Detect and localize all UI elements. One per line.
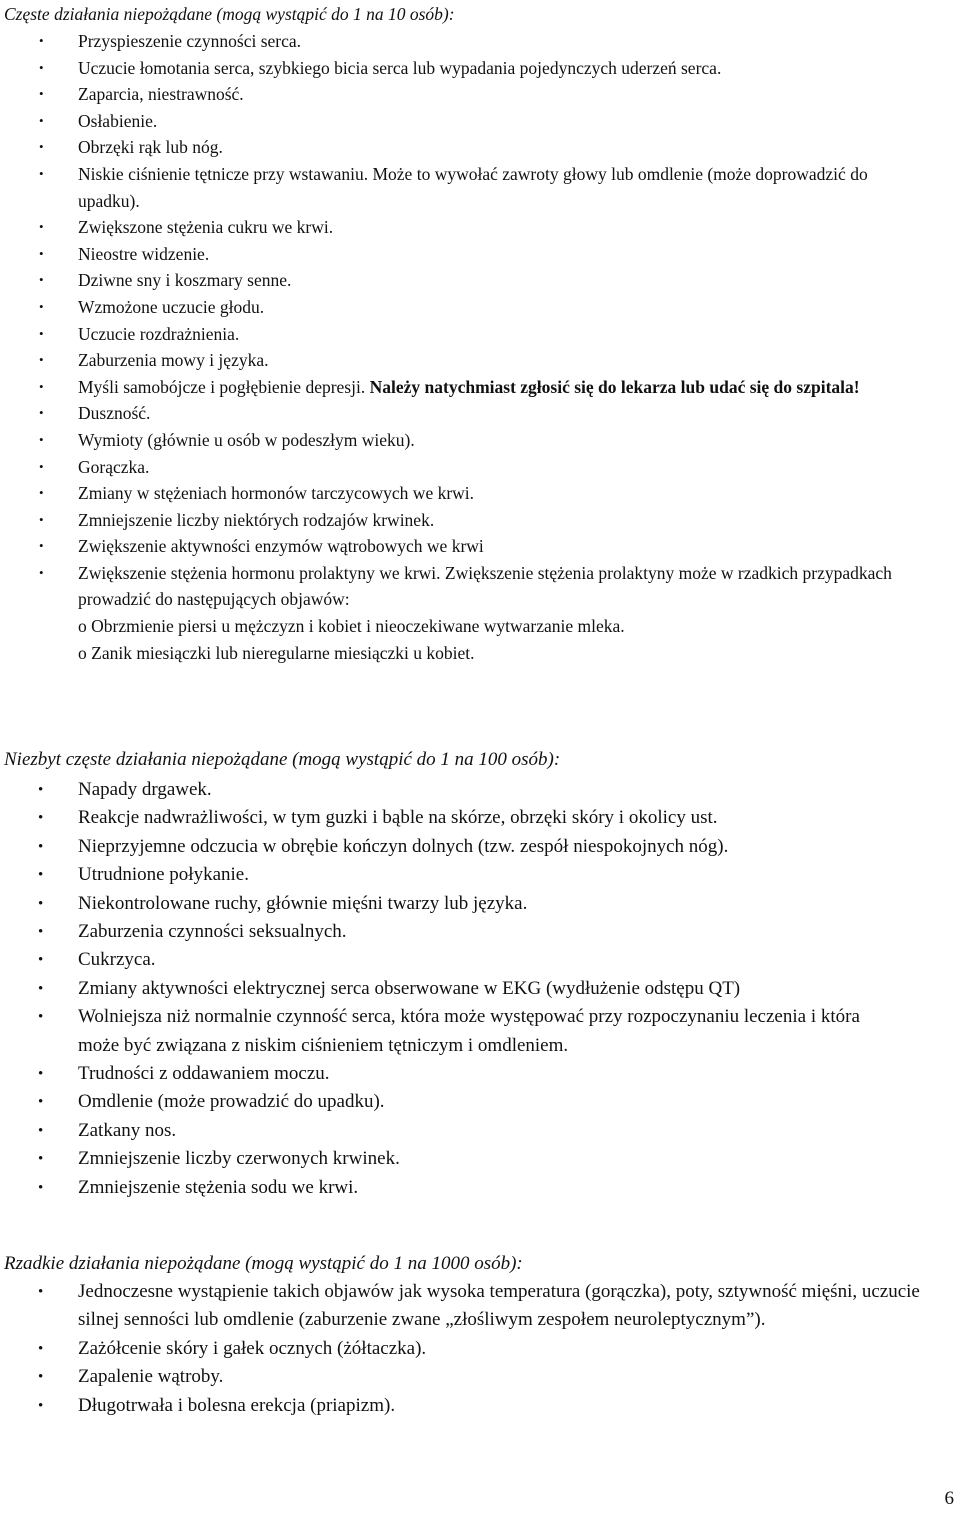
bullet-icon: • — [38, 1151, 44, 1168]
bullet-icon: • — [38, 895, 44, 912]
bullet-icon: • — [38, 1369, 44, 1386]
bullet-icon: • — [39, 325, 44, 341]
list-item: • Wzmożone uczucie głodu. — [0, 294, 960, 321]
bullet-icon: • — [38, 1094, 44, 1111]
list-item — [0, 374, 960, 401]
page-number: 6 — [944, 1488, 954, 1509]
list-item: • Wymioty (głównie u osób w podeszłym wieku). — [0, 427, 960, 454]
bullet-icon: • — [38, 980, 44, 997]
bullet-icon: • — [39, 352, 44, 368]
list-item: • Zwiększone stężenia cukru we krwi. — [0, 214, 960, 241]
section-heading-uncommon: Niezbyt częste działania niepożądane (mogą wystąpić do 1 na 100 osób): — [4, 749, 561, 770]
section-heading-rare: Rzadkie działania niepożądane (mogą wystąpić do 1 na 1000 osób): — [4, 1253, 523, 1274]
list-item: • Zmiany w stężeniach hormonów tarczycowych we krwi. — [0, 480, 960, 507]
bullet-icon: • — [38, 1179, 44, 1196]
list-item: • Nieostre widzenie. — [0, 241, 960, 268]
list-item: • Napady drgawek. — [0, 776, 960, 804]
bullet-icon: • — [39, 139, 44, 155]
list-item: • Uczucie łomotania serca, szybkiego bicia serca lub wypadania pojedynczych uderzeń serca. — [0, 55, 960, 82]
bullet-icon: • — [39, 431, 44, 447]
list-item: • Dziwne sny i koszmary senne. — [0, 267, 960, 294]
bullet-icon: • — [39, 33, 44, 48]
list-item: • Trudności z oddawaniem moczu. — [0, 1060, 960, 1088]
list-item: • Zatkany nos. — [0, 1117, 960, 1145]
bullet-icon: • — [38, 838, 44, 855]
list-item: • Zaparcia, niestrawność. — [0, 81, 960, 108]
bullet-icon: • — [39, 86, 44, 102]
list-item: • Zaburzenia mowy i języka. — [0, 347, 960, 374]
list-item: • Wolniejsza niż normalnie czynność serca, która może występować przy rozpoczynaniu leczenia i która może być związana z niskim ciśnieniem tętniczym i omdleniem. — [0, 1003, 960, 1060]
list-item: • Cukrzyca. — [0, 946, 960, 974]
list-item: • Uczucie rozdrażnienia. — [0, 321, 960, 348]
suicide-item-text: Myśli samobójcze i pogłębienie depresji. — [78, 376, 366, 397]
bullet-icon: • — [39, 378, 44, 394]
list-item: • Gorączka. — [0, 454, 960, 481]
list-item: • Utrudnione połykanie. — [0, 861, 960, 889]
bullet-icon: • — [39, 272, 44, 288]
bullet-icon: • — [39, 564, 44, 580]
list-item: • Osłabienie. — [0, 108, 960, 135]
bullet-icon: • — [38, 1122, 44, 1139]
list-item: • Jednoczesne wystąpienie takich objawów jak wysoka temperatura (gorączka), poty, sztywność mięśni, uczucie silnej senności lub omdlenie (zaburzenie zwane „złośliwym zespołem neuroleptycznym”). — [0, 1278, 960, 1335]
list-item: • Niekontrolowane ruchy, głównie mięśni twarzy lub języka. — [0, 890, 960, 918]
bullet-icon: • — [38, 1284, 44, 1300]
sub-list-item: o Zanik miesiączki lub nieregularne miesiączki u kobiet. — [78, 642, 475, 663]
urgent-warning: Należy natychmiast zgłosić się do lekarza lub udać się do szpitala! — [369, 376, 860, 397]
list-item: • Zwiększenie stężenia hormonu prolaktyny we krwi. Zwiększenie stężenia prolaktyny może w rzadkich przypadkach prowadzić do następujących objawów: o Obrzmienie piersi u mężczyzn i kobiet i nieoczekiwane wytwarzanie mleka. o Zanik miesiączki lub nieregularne miesiączki u kobiet. — [0, 560, 960, 666]
list-item: • Zapalenie wątroby. — [0, 1363, 960, 1391]
list-item: • Zwiększenie aktywności enzymów wątrobowych we krwi — [0, 533, 960, 560]
list-item: • Zmiany aktywności elektrycznej serca obserwowane w EKG (wydłużenie odstępu QT) — [0, 975, 960, 1003]
list-common — [0, 28, 960, 666]
bullet-icon: • — [39, 458, 44, 474]
bullet-icon: • — [39, 538, 44, 554]
bullet-icon: • — [38, 1340, 44, 1357]
list-item: • Długotrwała i bolesna erekcja (priapizm). — [0, 1392, 960, 1420]
list-item: • Nieprzyjemne odczucia w obrębie kończyn dolnych (tzw. zespół niespokojnych nóg). — [0, 833, 960, 861]
bullet-icon: • — [38, 1397, 44, 1414]
list-item: • Zmniejszenie liczby niektórych rodzajów krwinek. — [0, 507, 960, 534]
list-item: • Duszność. — [0, 400, 960, 427]
bullet-icon: • — [39, 511, 44, 527]
section-heading-common: Częste działania niepożądane (mogą wystąpić do 1 na 10 osób): — [4, 4, 455, 24]
sub-list-item: o Obrzmienie piersi u mężczyzn i kobiet i nieoczekiwane wytwarzanie mleka. — [78, 616, 625, 637]
bullet-icon: • — [38, 867, 44, 884]
bullet-icon: • — [38, 810, 44, 827]
list-item: • Przyspieszenie czynności serca. — [0, 28, 960, 55]
list-uncommon — [0, 776, 960, 1202]
bullet-icon: • — [38, 782, 44, 798]
bullet-icon: • — [38, 1009, 44, 1026]
list-item: • Zmniejszenie liczby czerwonych krwinek. — [0, 1145, 960, 1173]
bullet-icon: • — [38, 1066, 44, 1083]
bullet-icon: • — [39, 298, 44, 314]
bullet-icon: • — [39, 485, 44, 501]
bullet-icon: • — [39, 112, 44, 128]
list-item: • Omdlenie (może prowadzić do upadku). — [0, 1088, 960, 1116]
bullet-icon: • — [39, 405, 44, 421]
list-item: • Zażółcenie skóry i gałek ocznych (żółtaczka). — [0, 1335, 960, 1363]
bullet-icon: • — [39, 245, 44, 261]
bullet-icon: • — [38, 952, 44, 969]
list-item: • Niskie ciśnienie tętnicze przy wstawaniu. Może to wywołać zawroty głowy lub omdlenie (może doprowadzić do upadku). — [0, 161, 960, 214]
list-item: • Reakcje nadwrażliwości, w tym guzki i bąble na skórze, obrzęki skóry i okolicy ust. — [0, 804, 960, 832]
list-rare — [0, 1278, 960, 1420]
list-item: • Obrzęki rąk lub nóg. — [0, 134, 960, 161]
list-item: • Zmniejszenie stężenia sodu we krwi. — [0, 1174, 960, 1202]
bullet-icon: • — [38, 924, 44, 941]
bullet-icon: • — [39, 219, 44, 235]
bullet-icon: • — [39, 165, 44, 181]
bullet-icon: • — [39, 59, 44, 75]
list-item: • Zaburzenia czynności seksualnych. — [0, 918, 960, 946]
